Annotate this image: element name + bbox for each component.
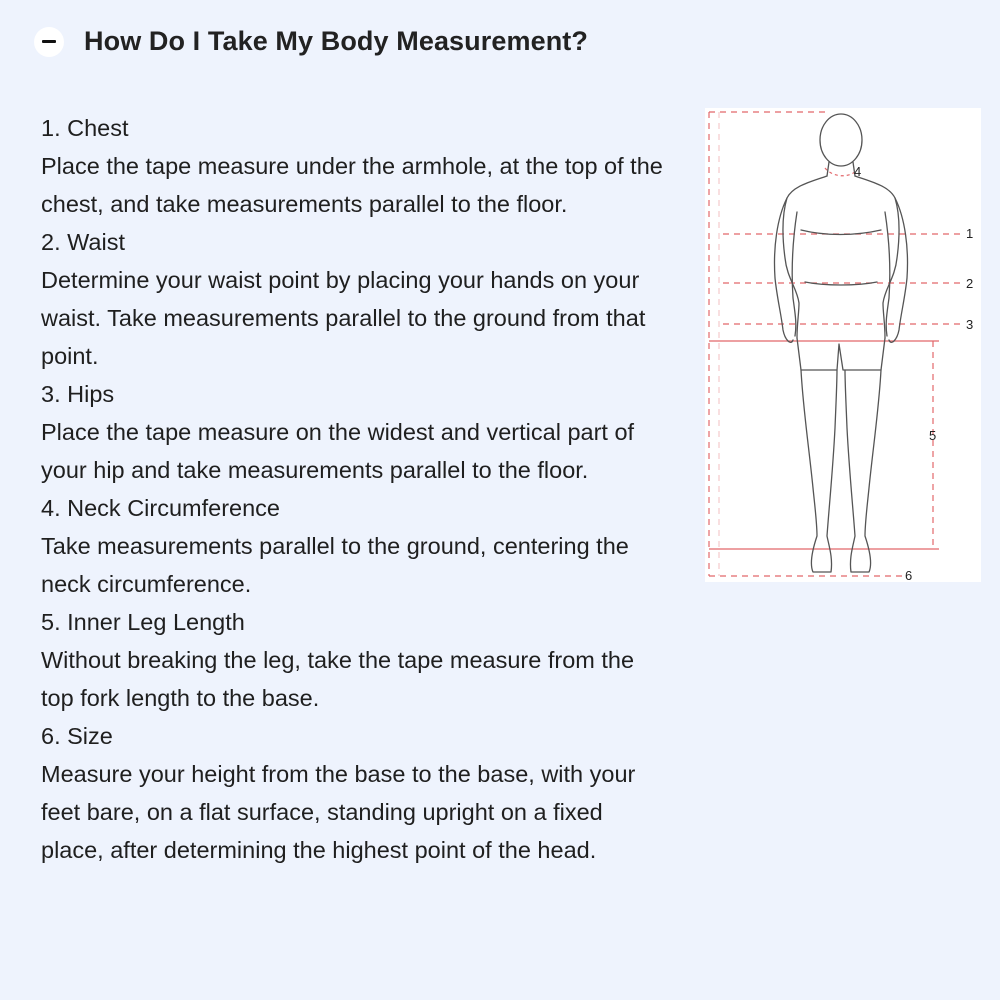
item-body-neck: Take measurements parallel to the ground, centering the neck circumference. [41,533,629,597]
item-body-waist: Determine your waist point by placing your hands on your waist. Take measurements parallel to the ground from that point. [41,267,646,369]
measurement-instructions [41,109,671,869]
label-5: 5 [929,428,937,443]
item-heading-waist: 2. Waist [41,229,126,255]
guide-lines [709,112,963,576]
item-heading-size: 6. Size [41,723,113,749]
torso-right [855,176,899,338]
left-arm-inner [792,212,797,336]
minus-icon [42,40,56,43]
label-6: 6 [905,568,913,582]
body-measurement-diagram [705,108,981,582]
neck [827,162,855,176]
item-body-chest: Place the tape measure under the armhole, at the top of the chest, and take measurements parallel to the floor. [41,153,663,217]
head [820,114,862,166]
collapse-toggle-button[interactable] [34,27,64,57]
item-heading-chest: 1. Chest [41,115,129,141]
item-body-size: Measure your height from the base to the base, with your feet bare, on a flat surface, standing upright on a fixed place, after determining the highest point of the head. [41,761,636,863]
body-figure-svg [705,108,981,582]
label-1: 1 [966,226,974,241]
right-leg [845,370,881,572]
right-arm-inner [885,212,890,336]
human-figure [775,114,908,572]
shorts [797,338,885,370]
guide-neck [825,168,857,176]
figure-labels [854,164,973,582]
item-heading-hips: 3. Hips [41,381,115,407]
label-3: 3 [966,317,974,332]
item-body-inner-leg: Without breaking the leg, take the tape measure from the top fork length to the base. [41,647,635,711]
torso-left [783,176,827,338]
item-heading-neck: 4. Neck Circumference [41,495,280,521]
label-2: 2 [966,276,974,291]
left-leg [801,370,837,572]
accordion-title: How Do I Take My Body Measurement? [84,26,588,56]
accordion-header[interactable] [34,26,588,57]
label-4: 4 [854,164,862,179]
item-heading-inner-leg: 5. Inner Leg Length [41,609,245,635]
item-body-hips: Place the tape measure on the widest and vertical part of your hip and take measurements parallel to the floor. [41,419,635,483]
